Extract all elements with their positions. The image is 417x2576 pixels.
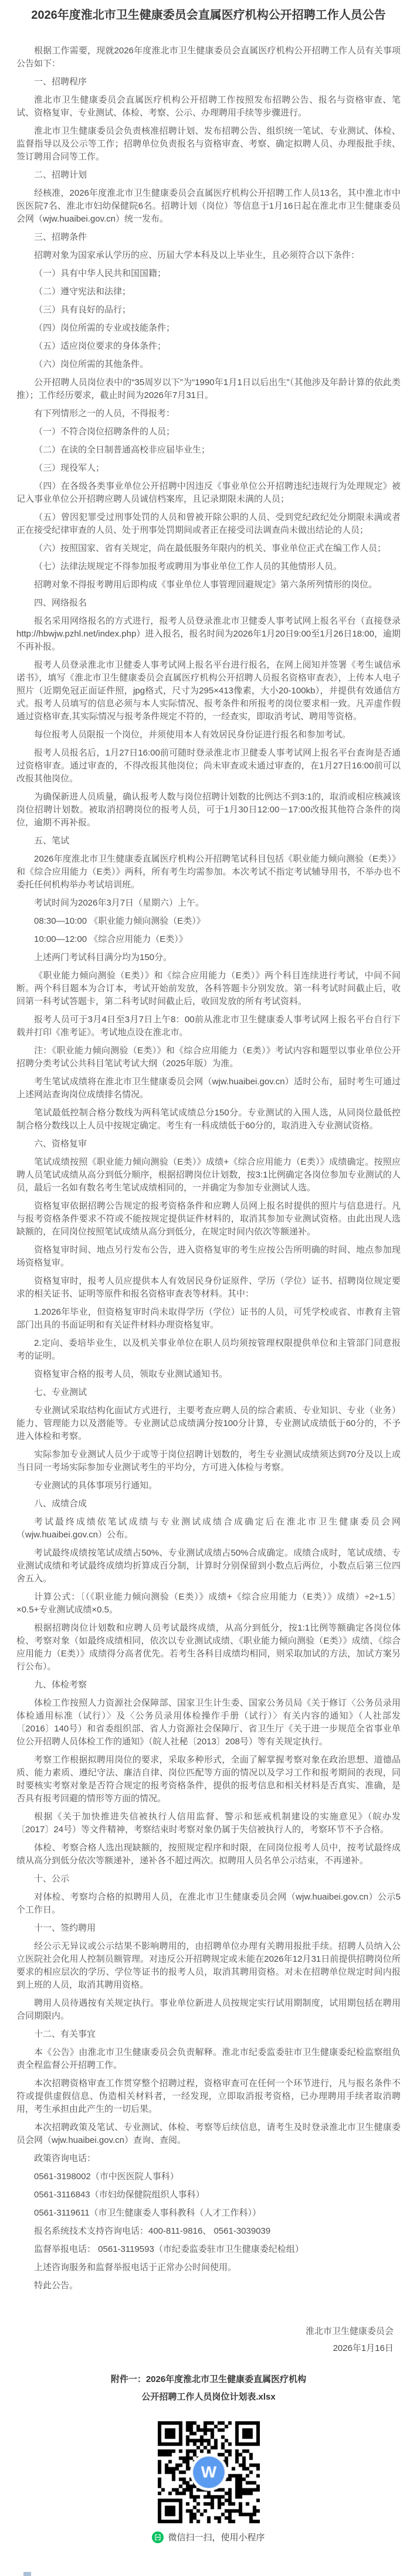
section-heading: 二、招聘计划 (34, 170, 87, 180)
bottom-padding (16, 2543, 401, 2571)
paragraph: （三）具有良好的品行； (34, 305, 131, 315)
page-bottom-artifact (23, 2572, 31, 2576)
paragraph: 根据工作需要，现就2026年度淮北市卫生健康委员会直属医疗机构公开招聘工作人员有关事项公告如下： (16, 46, 401, 69)
paragraph: 监督举报电话： 0561-3119593（市纪委监委驻市卫生健康委纪检组） (34, 2244, 304, 2254)
paragraph: 2.定向、委培毕业生，以及机关事业单位在职人员均须按管理权限提供单位和主管部门同意报考的证明。 (16, 1338, 401, 1361)
paragraph: 公开招聘人员岗位表中的“35周岁以下”为“1990年1月1日以后出生”（其他涉及年龄计算的依此类推）；工作经历要求，截止时间为2026年7月31日。 (16, 377, 401, 400)
paragraph: 考生笔试成绩将在淮北市卫生健康委员会网（wjw.huaibei.gov.cn）适时公布，届时考生可通过上述网站查询岗位成绩排名情况。 (16, 1077, 401, 1100)
paragraph: 笔试最低控制合格分数线为两科笔试成绩总分150分。专业测试的入围人选，从同岗位最低控制合格分数线以上人员中按规定确定。考生有一科成绩低于60分的，取消进入专业测试资格。 (16, 1108, 401, 1131)
paragraph: （四）岗位所需的专业或技能条件； (34, 323, 175, 333)
paragraph: 0561-3116843（市妇幼保健院组织人事科） (34, 2190, 205, 2200)
paragraph: （七）法律法规规定不得参加报考或聘用为事业单位工作人员的其他情形人员。 (34, 562, 343, 571)
section-heading: 十一、签约聘用 (34, 1923, 96, 1933)
paragraph: 2026年度淮北市卫生健康委直属医疗机构公开招聘笔试科目包括《职业能力倾向测验（E类）》和《综合应用能力（E类）》两科，所有考生均需参加。本次考试不指定考试辅导用书，不举办也不委托任何机构举办考试培训班。 (16, 854, 401, 890)
paragraph: 聘用人员待遇按有关规定执行。事业单位新进人员按规定实行试用期制度，试用期包括在聘用合同期限内。 (16, 1998, 401, 2021)
paragraph: （一）不符合岗位招聘条件的人员； (34, 427, 175, 437)
paragraph: 《职业能力倾向测验（E类）》和《综合应用能力（E类）》两个科目连续进行考试，中间不间断。两个科目题本为合订本，考试开始前发放，各科答题卡分别发放。第一科考试时间截止后，收回第一科考试答题卡，第二科考试时间截止后，收回发放的所有考试资料。 (16, 971, 401, 1006)
section-heading: 九、体检考察 (34, 1680, 87, 1690)
paragraph: 经核准，2026年度淮北市卫生健康委员会直属医疗机构公开招聘工作人员13名，其中淮北市中医医院7名、淮北市妇幼保健院6名。招聘计划（岗位）等信息于1月16日起在淮北市卫生健康委员会网（wjw.huaibei.gov.cn）统一发布。 (16, 188, 401, 224)
paragraph: 淮北市卫生健康委员会直属医疗机构公开招聘工作按照发布招聘公告、报名与资格审查、笔试、资格复审、专业测试、体检、考察、公示、办理聘用手续等步骤进行。 (16, 95, 401, 118)
signature-block (16, 2323, 401, 2357)
page-title: 2026年度淮北市卫生健康委员会直属医疗机构公开招聘工作人员公告 (31, 9, 386, 22)
paragraph: 专业测试的具体事项另行通知。 (34, 1481, 158, 1491)
paragraph: （二）在读的全日制普通高校非应届毕业生； (34, 445, 211, 455)
paragraph: 报考人员登录淮北市卫健委人事考试网上报名平台进行报名，在网上阅知并签署《考生诚信承诺书》，填写《淮北市卫生健康委员会直属医疗机构公开招聘人员报名资格审查表》，上传本人电子照片（近期免冠正面证件照，jpg格式，尺寸为295×413像素，大小20-100kb），并提供有效通信方式。报考人员填写的信息必须与本人实际情况、报考条件和所报考的岗位要求相一致。凡弄虚作假通过资格审查,其实际情况与报考条件规定不符的，一经查实，即取消考试、聘用等资格。 (16, 660, 401, 722)
paragraph: 对体检、考察均合格的拟聘用人员，在淮北市卫生健康委员会网（wjw.huaibei.gov.cn）公示5个工作日。 (16, 1892, 401, 1915)
section-heading: 五、笔试 (34, 836, 70, 846)
paragraph: 报名系统技术支持咨询电话：400-811-9816、 0561-3039039 (34, 2226, 271, 2236)
paragraph: （五）曾因犯罪受过刑事处罚的人员和曾被开除公职的人员、受到党纪政纪处分期限未满或者正在接受纪律审查的人员、处于刑事处罚期间或者正在接受司法调查尚未做出结论的人员； (16, 512, 401, 535)
paragraph: 考试时间为2026年3月7日（星期六）上午。 (34, 898, 205, 908)
signature-date: 2026年1月16日 (333, 2343, 394, 2353)
paragraph: （一）具有中华人民共和国国籍； (34, 268, 167, 278)
qr-caption-text: 微信扫一扫，使用小程序 (168, 2533, 265, 2543)
paragraph: 根据招聘岗位计划数和应聘人员考试最终成绩，从高分到低分，按1:1比例等额确定各岗位体检、考察对象（如最终成绩相同，依次以专业测试成绩、《职业能力倾向测验（E类）》成绩、《综合应用能力（E类）》成绩得分高者优先。若考生各科目成绩均相同，则采取加试的方法，加试方案另行公布）。 (16, 1623, 401, 1672)
paragraph: 考试最终成绩依笔试成绩与专业测试成绩合成确定后在淮北市卫生健康委员会网（wjw.huaibei.gov.cn）公布。 (16, 1517, 401, 1540)
paragraph: 08:30—10:00 《职业能力倾向测验（E类）》 (34, 916, 205, 926)
paragraph: （四）在各级各类事业单位公开招聘中因违反《事业单位公开招聘违纪违规行为处理规定》被记入事业单位公开招聘应聘人员诚信档案库，且记录期限未满的人员； (16, 481, 401, 504)
paragraph: 0561-3119611（市卫生健康委人事科教科（人才工作科）） (34, 2208, 262, 2218)
section-heading: 八、成绩合成 (34, 1499, 87, 1509)
paragraph: 注：《职业能力倾向测验（E类）》和《综合应用能力（E类）》考试内容和题型以事业单位公开招聘分类考试公共科目笔试考试大纲（2025年版）为准。 (16, 1046, 401, 1068)
paragraph: 资格复审依据招聘公告规定的报考资格条件和应聘人员网上报名时提供的照片与信息进行。凡与报考资格条件要求不符或不能按规定提供证件材料的，取消其参加专业测试资格。由此出现人选缺额的，在同岗位按照笔试成绩从高分到低分，在规定时间内依次等额递补。 (16, 1201, 401, 1237)
paragraph: 招聘对象不得报考聘用后即构成《事业单位人事管理回避规定》第六条所列情形的岗位。 (34, 580, 378, 590)
paragraph: 上述两门考试科目满分均为150分。 (34, 952, 172, 962)
attachment-line-2[interactable]: 公开招聘工作人员岗位计划表.xlsx (141, 2392, 276, 2402)
paragraph: 有下列情形之一的人员，不得报考： (34, 409, 175, 418)
section-heading: 四、网络报名 (34, 598, 87, 608)
paragraph: （六）按照国家、省有关规定，尚在最低服务年限内的机关、事业单位正式在编工作人员； (34, 543, 387, 553)
paragraph: 0561-3198002（市中医医院人事科） (34, 2172, 179, 2182)
qr-caption (16, 2531, 401, 2543)
section-heading: 三、招聘条件 (34, 232, 87, 242)
paragraph: （二）遵守宪法和法律； (34, 287, 131, 297)
qr-code-image (158, 2421, 260, 2523)
section-heading: 十二、有关事宜 (34, 2029, 96, 2039)
attachment-link[interactable] (16, 2371, 401, 2406)
attachment-line-1[interactable]: 附件一：2026年度淮北市卫生健康委直属医疗机构 (110, 2374, 307, 2384)
paragraph: 1.2026年毕业，但资格复审时尚未取得学历（学位）证书的人员，可凭学校或省、市教育主管部门出具的书面证明和有关证件材料办理资格复审。 (16, 1307, 401, 1330)
paragraph: 本次招聘政策及笔试、专业测试、体检、考察等后续信息，请考生及时登录淮北市卫生健康委员会网（wjw.huaibei.gov.cn）查询、查阅。 (16, 2122, 401, 2145)
section-heading: 一、招聘程序 (34, 77, 87, 87)
paragraph: 经公示无异议或公示结果不影响聘用的，由招聘单位办理有关聘用报批手续。招聘人员纳入公立医院社会化用人控制员额管理。对违反公开招聘规定或未能在2026年12月31日前提供招聘岗位所要求的相应层次的学历、学位等证书的报考人员，取消其聘用资格。对未在招聘单位规定时间内报到上班的人员，取消其聘用资格。 (16, 1941, 401, 1990)
paragraph: 根据《关于加快推进失信被执行人信用监督、警示和惩戒机制建设的实施意见》（皖办发〔2017〕24号）等文件精神，考察结束时考察对象仍属于失信被执行人的，考察环节不予合格。 (16, 1812, 401, 1835)
paragraph: 实际参加专业测试人员少于或等于岗位招聘计划数的，考生专业测试成绩须达到70分及以上或当日同一考场实际参加专业测试考生的平均分，方可进入体检与考察。 (16, 1449, 401, 1472)
paragraph: 特此公告。 (34, 2281, 79, 2291)
paragraph: 专业测试采取结构化面试方式进行，主要考查应聘人员的综合素质、专业知识、专业（业务）能力、管理能力以及潜能等。专业测试总成绩满分按100分计算，专业测试成绩低于60分的，不予进入体检和考察。 (16, 1406, 401, 1441)
paragraph: 为确保新进人员质量，确认报考人数与岗位招聘计划数的比例达不到3:1的，取消或相应核减该岗位招聘计划数。被取消招聘岗位的报考人员，可于1月30日12:00－17:00改报其他符合条件的岗位，逾期不再补报。 (16, 792, 401, 828)
wechat-scan-icon (152, 2531, 164, 2543)
section-heading: 六、资格复审 (34, 1139, 87, 1149)
signature-org: 淮北市卫生健康委员会 (305, 2326, 394, 2336)
paragraph: 本《公告》由淮北市卫生健康委员会负责解释。淮北市纪委监委驻市卫生健康委纪检监察组负责全程监督公开招聘工作。 (16, 2047, 401, 2070)
section-heading: 七、专业测试 (34, 1387, 87, 1397)
paragraph: 招聘对象为国家承认学历的应、历届大学本科及以上毕业生，且必须符合以下条件： (34, 250, 360, 260)
paragraph: 本次招聘资格审查工作贯穿整个招聘过程，资格审查可在任何一个环节进行，凡与报名条件不符或提供虚假信息、伪造相关材料者，一经发现，立即取消报考资格，已办理聘用手续者取消聘用，考生承担由此产生的一切后果。 (16, 2078, 401, 2114)
paragraph: 每位报考人员限报一个岗位，并须使用本人有效居民身份证进行报名和参加考试。 (34, 730, 351, 740)
paragraph: （六）岗位所需的其他条件。 (34, 359, 149, 369)
paragraph: 资格复审时，报考人员应提供本人有效居民身份证原件、学历（学位）证书、招聘岗位规定要求的相关证书、证明等原件和报名资格审查表等材料。其中： (16, 1276, 401, 1299)
paragraph: 报考人员报名后，1月27日16:00前可随时登录淮北市卫健委人事考试网上报名平台查询是否通过资格审查。通过审查的，不得改报其他岗位；尚未审查或未通过审查的，在1月27日16:00前可以改报其他岗位。 (16, 748, 401, 784)
paragraph: 笔试成绩按照《职业能力倾向测验（E类）》成绩+《综合应用能力（E类）》成绩确定。按照应聘人员笔试成绩从高分到低分顺序，根据招聘岗位计划数，按3:1比例确定各岗位参加专业测试的人员，最后一名如有数名考生笔试成绩相同的，一并确定为参加专业测试人选。 (16, 1157, 401, 1193)
paragraph: 淮北市卫生健康委员会负责核准招聘计划、发布招聘公告、组织统一笔试、专业测试、体检、监督指导以及公示等工作；招聘单位负责报名与资格审查、考察、确定拟聘人员、办理报批手续、签订聘用合同等工作。 (16, 126, 401, 162)
paragraph: 计算公式：〔（《职业能力倾向测验（E类）》成绩+《综合应用能力（E类）》成绩）÷2÷1.5〕×0.5+专业测试成绩×0.5。 (16, 1592, 401, 1615)
paragraph: （五）适应岗位要求的身体条件； (34, 341, 167, 351)
paragraph: 资格复审时间、地点另行发布公告，进入资格复审的考生应按公告所明确的时间、地点参加现场资格复审。 (16, 1245, 401, 1268)
paragraph: 上述咨询服务和监督举报电话于正常办公时间使用。 (34, 2262, 237, 2272)
paragraph: 考察工作根据拟聘用岗位的要求，采取多种形式，全面了解掌握考察对象在政治思想、道德品质、能力素质、遵纪守法、廉洁自律、岗位匹配等方面的情况以及学习工作和报考期间的表现，同时要核实考察对象是否符合规定的报考资格条件，提供的报考信息和相关材料是否真实、准确，是否具有报考回避的情形等方面的情况。 (16, 1755, 401, 1803)
qr-block (16, 2421, 401, 2543)
paragraph: 10:00—12:00 《综合应用能力（E类）》 (34, 934, 188, 944)
paragraph: 报考人员可于3月4日至3月7日上午8：00前从淮北市卫生健康委人事考试网上报名平台自行下载并打印《准考证》。考试地点设在淮北市。 (16, 1015, 401, 1037)
document-body (16, 45, 401, 2292)
paragraph: 资格复审合格的报考人员，领取专业测试通知书。 (34, 1369, 228, 1379)
section-heading: 十、公示 (34, 1874, 70, 1884)
paragraph: 报名采用网络报名的方式进行，报考人员登录淮北市卫健委人事考试网上报名平台（直接登录http://hbwjw.pzhl.net/index.php）进入报名，报名时间为2026年1月20日9:00至1月26日18:00，逾期不再补报。 (16, 616, 401, 652)
paragraph: （三）现役军人； (34, 463, 105, 473)
paragraph: 考试最终成绩按笔试成绩占50%、专业测试成绩占50%合成确定。成绩合成时，笔试成绩、专业测试成绩和考试最终成绩均折算成百分制，计算时分别保留到小数点后两位，小数点后第三位四舍五入。 (16, 1548, 401, 1584)
paragraph: 体检工作按照人力资源社会保障部、国家卫生计生委、国家公务员局《关于修订〈公务员录用体检通用标准（试行）〉及〈公务员录用体检操作手册（试行）〉有关内容的通知》（人社部发〔2016〕140号）和省委组织部、省人力资源社会保障厅、省卫生厅《关于进一步规范全省事业单位公开招聘人员体检工作的通知》（皖人社秘〔2013〕208号）等有关规定执行。 (16, 1698, 401, 1747)
paragraph: 政策咨询电话： (34, 2153, 96, 2163)
paragraph: 体检、考察合格人选出现缺额的，按照规定程序和时限，在同岗位报考人员中，按考试最终成绩从高分到低分依次等额递补，递补各不超过两次。拟聘用人员名单公示结束，不再递补。 (16, 1843, 401, 1866)
